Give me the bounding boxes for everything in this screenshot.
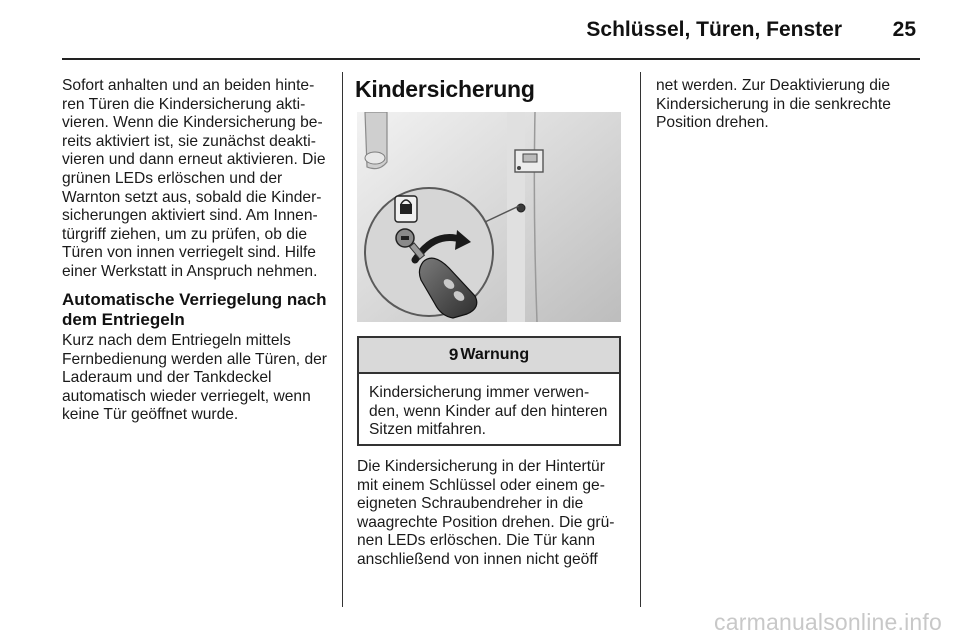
- warning-symbol-icon: 9: [448, 345, 459, 364]
- header-rule: [62, 58, 920, 60]
- col1-paragraph-2: Kurz nach dem Entriegeln mittels Fernbedienung werden alle Türen, der Laderaum und der Tankdeckel automatisch wieder verriegelt, wenn keine Tür geöffnet wurde.: [62, 332, 327, 424]
- watermark: carmanualsonline.info: [714, 609, 942, 635]
- column-divider-right: [640, 72, 641, 607]
- child-lock-illustration: [357, 112, 621, 322]
- running-header-title: Schlüssel, Türen, Fenster: [586, 18, 842, 41]
- latch-bolt: [523, 154, 537, 162]
- door-bumper: [365, 152, 385, 164]
- door-edge: [507, 112, 525, 322]
- auto-lock-heading: Automatische Verriegelung nach dem Entriegeln: [62, 290, 327, 329]
- lock-slot: [401, 236, 409, 240]
- warning-text: Kindersicherung immer verwenden, wenn Kinder auf den hinteren Sitzen mitfahren.: [369, 384, 608, 439]
- section-title: Kindersicherung: [355, 76, 535, 102]
- child-lock-illustration-svg: [357, 112, 621, 322]
- padlock-body-icon: [400, 204, 412, 214]
- latch-screw: [517, 166, 521, 170]
- warning-box: [357, 336, 621, 446]
- col1-paragraph-1: Sofort anhalten und an beiden hinteren Türen die Kindersicherung aktivieren. Wenn die Kindersicherung bereits aktiviert ist, sie zunächst deaktivieren und dann erneut aktivieren. Die grünen LEDs erlöschen und der Warnton setzt aus, sobald die Kindersicherungen aktiviert sind. Am Innentürgriff ziehen, um zu prüfen, ob die Türen von innen verriegelt sind. Hilfe einer Werkstatt in Anspruch nehmen.: [62, 77, 326, 280]
- column-divider-left: [342, 72, 343, 607]
- page-number: 25: [892, 18, 916, 41]
- col3-paragraph: net werden. Zur Deaktivierung die Kindersicherung in die senkrechte Position drehen.: [656, 77, 891, 132]
- child-lock-hole: [517, 204, 525, 212]
- warning-title: Warnung: [460, 346, 530, 363]
- col2-paragraph: Die Kindersicherung in der Hintertür mit einem Schlüssel oder einem geeigneten Schraubendreher in die waagrechte Position drehen. Die grünen LEDs erlöschen. Die Tür kann anschließend von innen nicht geöff: [357, 458, 615, 568]
- warning-header: [359, 338, 619, 374]
